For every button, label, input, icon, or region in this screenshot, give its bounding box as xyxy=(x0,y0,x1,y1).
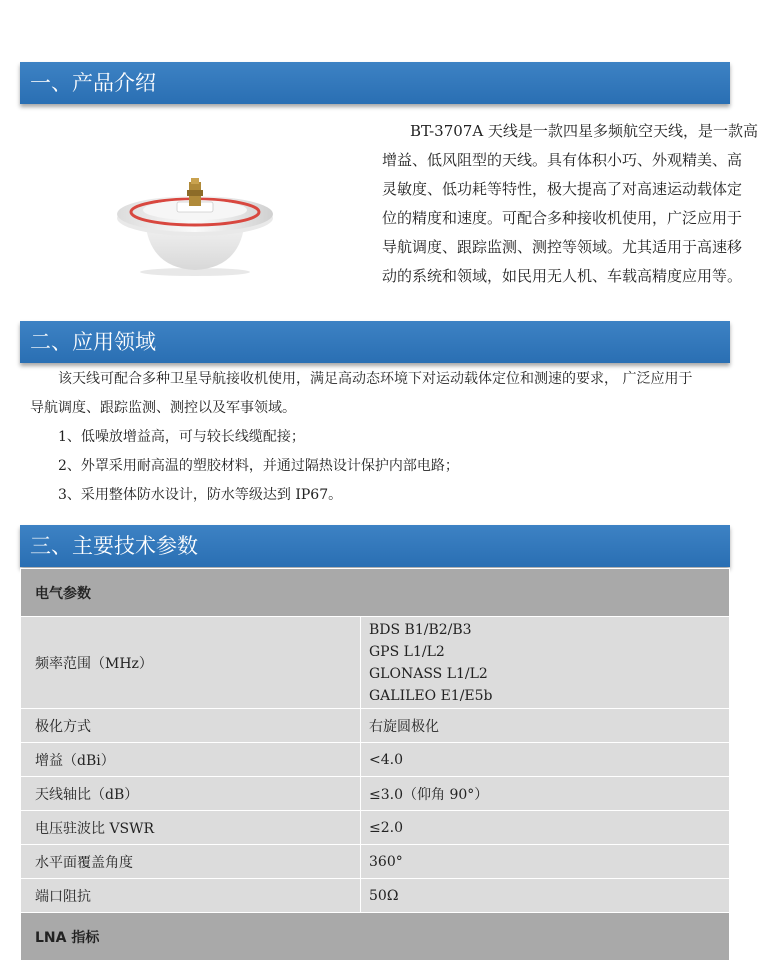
section-title-intro: 一、产品介绍 xyxy=(30,71,156,95)
section-header-intro xyxy=(20,62,730,104)
feature-item: 1、低噪放增益高，可与较长线缆配接； xyxy=(58,429,305,445)
intro-line: BT-3707A 天线是一款四星多频航空天线，是一款高 xyxy=(410,122,758,140)
param-value: 50Ω xyxy=(361,879,730,913)
intro-line: 位的精度和速度。可配合多种接收机使用，广泛应用于 xyxy=(382,209,743,227)
table-row xyxy=(21,743,730,777)
param-name: 频率范围（MHz） xyxy=(21,617,361,709)
section-header-application xyxy=(20,321,730,363)
section-title-specs: 三、主要技术参数 xyxy=(30,534,198,558)
param-value: ≤2.0 xyxy=(361,811,730,845)
intro-line: 动的系统和领域，如民用无人机、车载高精度应用等。 xyxy=(382,267,743,285)
application-paragraph-line: 导航调度、跟踪监测、测控以及军事领域。 xyxy=(30,400,296,416)
group-title-lna: LNA 指标 xyxy=(21,913,730,961)
feature-item: 3、采用整体防水设计，防水等级达到 IP67。 xyxy=(58,487,343,503)
param-name: 水平面覆盖角度 xyxy=(21,845,361,879)
frequency-band: BDS B1/B2/B3 xyxy=(369,621,472,638)
application-paragraph-line: 该天线可配合多种卫星导航接收机使用，满足高动态环境下对运动载体定位和测速的要求， 广泛应用于 xyxy=(58,371,693,387)
group-title-electrical: 电气参数 xyxy=(21,569,730,617)
param-value xyxy=(361,617,730,709)
param-name: 增益（dBi） xyxy=(21,743,361,777)
spec-table xyxy=(20,568,730,961)
param-value: <4.0 xyxy=(361,743,730,777)
intro-line: 灵敏度、低功耗等特性，极大提高了对高速运动载体定 xyxy=(382,180,743,198)
intro-line: 增益、低风阻型的天线。具有体积小巧、外观精美、高 xyxy=(382,151,743,169)
table-group-row xyxy=(21,569,730,617)
frequency-band: GALILEO E1/E5b xyxy=(369,687,493,704)
table-row xyxy=(21,709,730,743)
table-row xyxy=(21,811,730,845)
table-row xyxy=(21,617,730,709)
section-header-specs xyxy=(20,525,730,567)
intro-line: 导航调度、跟踪监测、测控等领域。尤其适用于高速移 xyxy=(382,238,743,256)
section-title-application: 二、应用领域 xyxy=(30,330,156,354)
param-name: 天线轴比（dB） xyxy=(21,777,361,811)
table-row xyxy=(21,845,730,879)
param-name: 端口阻抗 xyxy=(21,879,361,913)
frequency-band: GPS L1/L2 xyxy=(369,643,445,660)
feature-item: 2、外罩采用耐高温的塑胶材料，并通过隔热设计保护内部电路； xyxy=(58,458,459,474)
param-name: 电压驻波比 VSWR xyxy=(21,811,361,845)
table-group-row xyxy=(21,913,730,961)
param-name: 极化方式 xyxy=(21,709,361,743)
param-value: 360° xyxy=(361,845,730,879)
param-value: 右旋圆极化 xyxy=(361,709,730,743)
antenna-product-image xyxy=(115,172,275,277)
frequency-band: GLONASS L1/L2 xyxy=(369,665,488,682)
param-value: ≤3.0（仰角 90°） xyxy=(361,777,730,811)
table-row xyxy=(21,777,730,811)
intro-paragraph xyxy=(382,117,758,291)
table-row xyxy=(21,879,730,913)
application-text xyxy=(30,365,730,510)
